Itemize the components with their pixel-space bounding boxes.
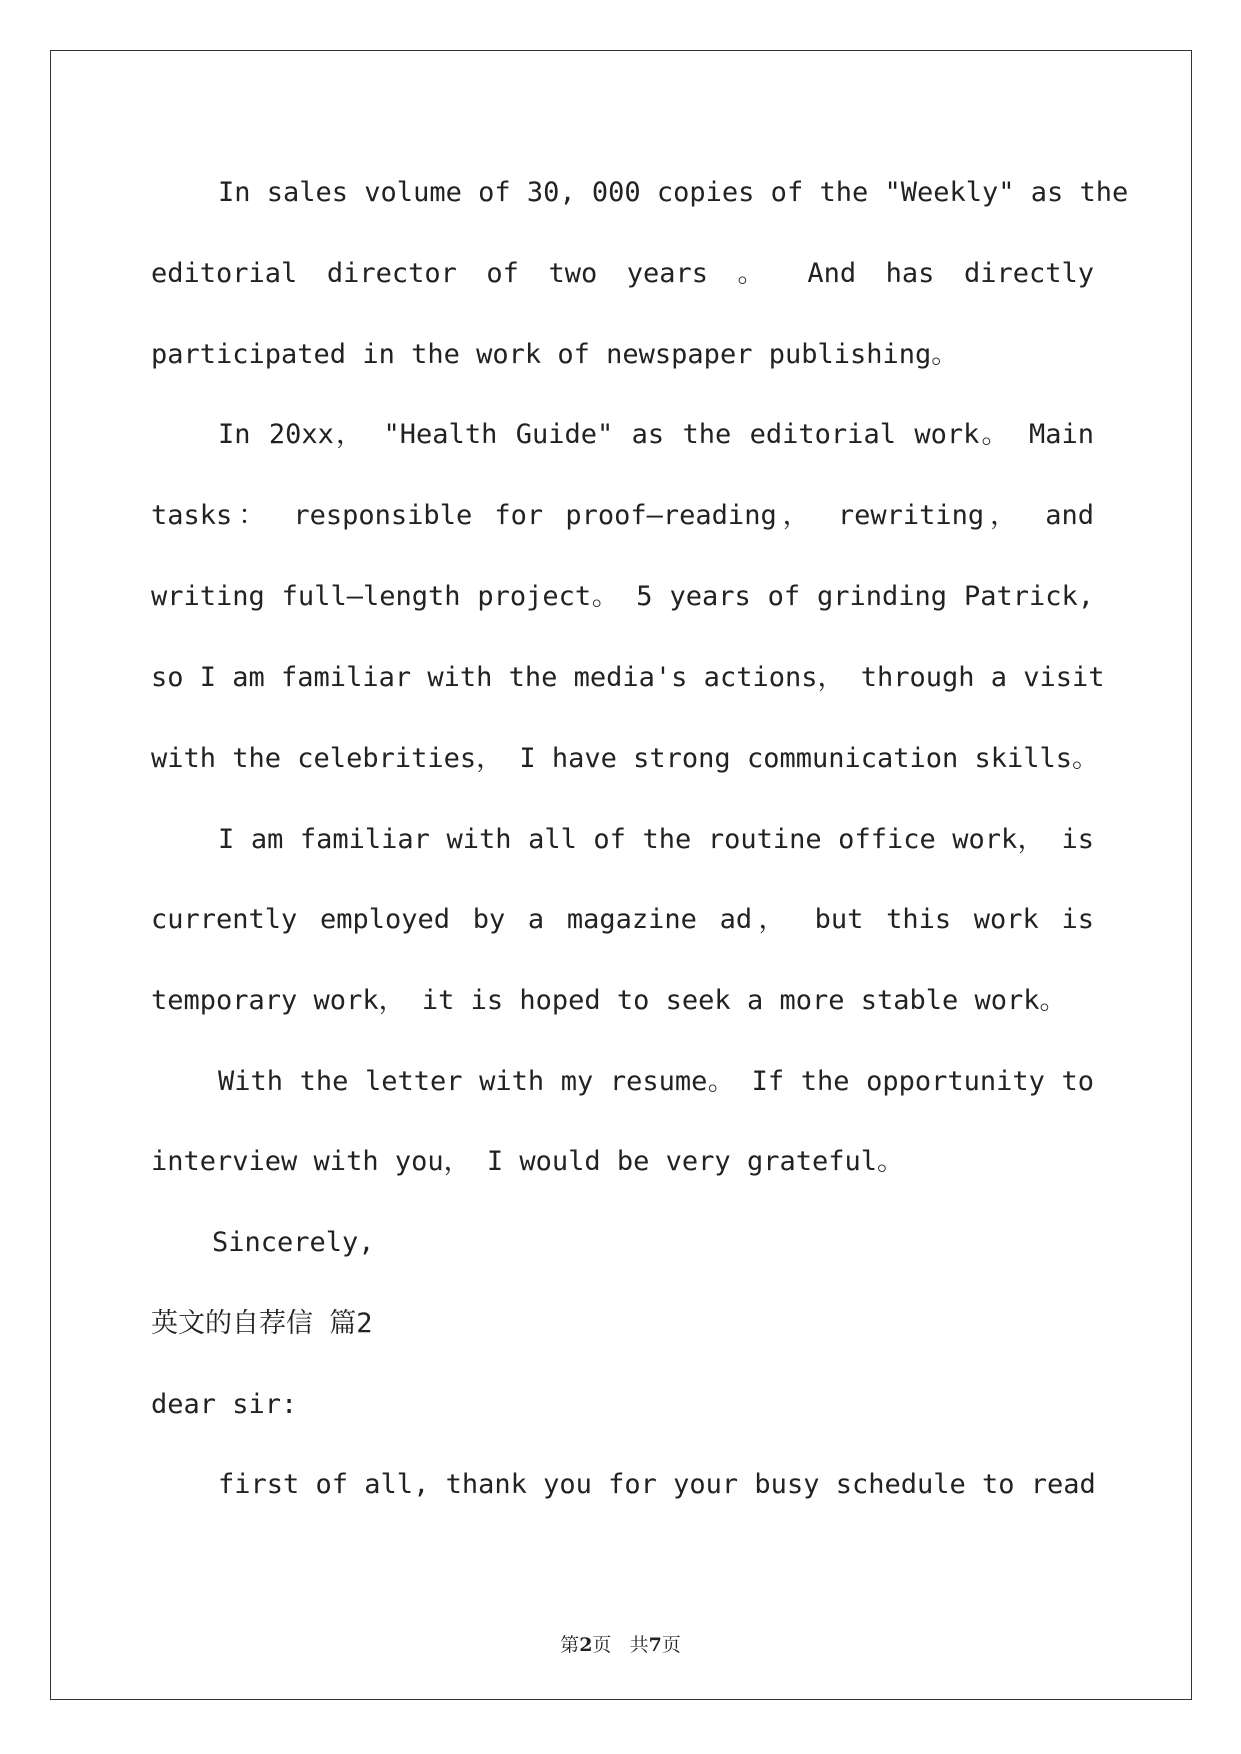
page-suffix: 页 bbox=[592, 1634, 612, 1656]
body-line: writing full—length project。 5 years of grinding Patrick, bbox=[151, 581, 1094, 612]
body-line: I am familiar with all of the routine office work， is bbox=[218, 824, 1094, 855]
body-line: temporary work， it is hoped to seek a more stable work。 bbox=[151, 985, 1067, 1016]
total-pages: 7 bbox=[648, 1634, 662, 1656]
total-prefix: 共 bbox=[629, 1634, 649, 1656]
body-line: editorial director of two years 。 And has directly bbox=[151, 258, 1094, 289]
page-border bbox=[50, 50, 1192, 1700]
closing-line: Sincerely, bbox=[212, 1227, 375, 1258]
page-prefix: 第 bbox=[560, 1634, 580, 1656]
body-line: tasks： responsible for proof—reading， rewriting， and bbox=[151, 500, 1094, 531]
body-line: currently employed by a magazine ad， but this work is bbox=[151, 904, 1094, 935]
body-line: In sales volume of 30, 000 copies of the "Weekly" as the bbox=[218, 177, 1129, 208]
body-line: In 20xx， "Health Guide" as the editorial work。 Main bbox=[218, 419, 1094, 450]
salutation: dear sir: bbox=[151, 1389, 298, 1420]
body-line: With the letter with my resume。 If the opportunity to bbox=[218, 1066, 1094, 1097]
total-suffix: 页 bbox=[661, 1634, 681, 1656]
body-line: interview with you， I would be very grateful。 bbox=[151, 1146, 904, 1177]
section-heading: 英文的自荐信 篇2 bbox=[151, 1308, 373, 1339]
page-footer bbox=[0, 1630, 1241, 1657]
body-line: so I am familiar with the media's actions， through a visit bbox=[151, 662, 1105, 693]
page-number: 2 bbox=[579, 1634, 593, 1656]
body-line: first of all, thank you for your busy schedule to read bbox=[218, 1469, 1096, 1500]
body-line: participated in the work of newspaper publishing。 bbox=[151, 339, 959, 370]
body-line: with the celebrities， I have strong communication skills。 bbox=[151, 743, 1100, 774]
